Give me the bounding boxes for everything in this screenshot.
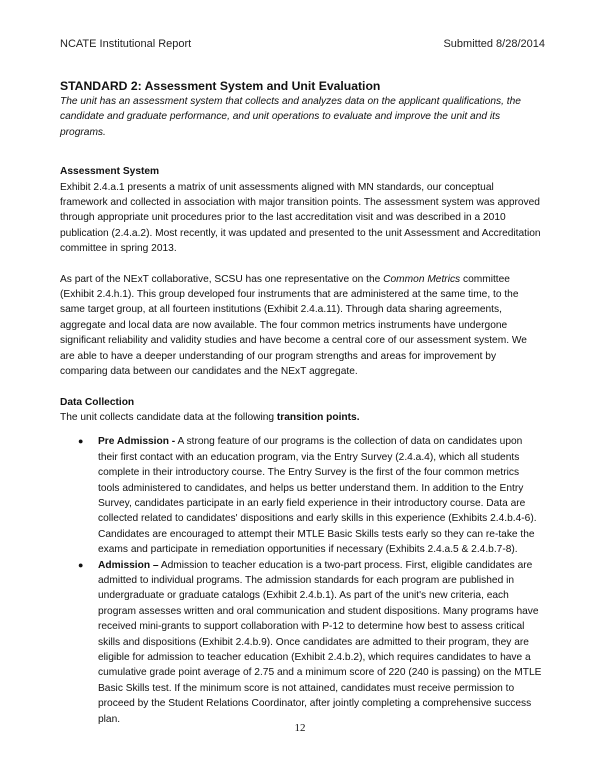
assessment-system-paragraph-1: Exhibit 2.4.a.1 presents a matrix of unit assessments aligned with MN standards, our conceptual framework and collected in association with major transition points. The assessment system was approved through appropriate unit procedures prior to the last accreditation visit and was described in a 2010 publication (2.4.a.2). Most recently, it was updated and presented to the unit Assessment and Accreditation committee in spring 2013. [60,181,541,255]
list-item [78,434,542,557]
common-metrics-term: Common Metrics [383,273,461,285]
running-header-title: NCATE Institutional Report [60,38,192,50]
intro-text: The unit collects candidate data at the following [60,411,277,423]
transition-points-term: transition points. [276,411,360,423]
assessment-system-paragraph-2 [60,272,542,380]
para2-rest-text: committee (Exhibit 2.4.h.1). This group developed four instruments that are administered at the same time, to the same target group, at all fourteen institutions (Exhibit 2.4.a.11). Through data sharing agreements, aggregate and local data are now available. The four common metrics instruments have undergone significant reliability and validity studies and have become a central core of our assessment system. We are able to have a deeper understanding of our program strengths and areas for improvement by comparing data between our candidates and the NExT aggregate. [60,273,527,378]
list-item [78,558,542,727]
item-text: A strong feature of our programs is the collection of data on candidates upon their first contact with an education program, via the Entry Survey (2.4.a.4), which all students complete in their introductory course. The Entry Survey is the first of the four common metrics tools administered to candidates, and helps us better understand them. In addition to the Entry Survey, candidates participate in an early field experience in their introductory course. Data are collected related to candidates' dispositions and early skills in this experience (Exhibits 2.4.b.4-6). Candidates are encouraged to attempt their MTLE Basic Skills tests early so they can re-take the exams and participate in remediation opportunities if necessary (Exhibits 2.4.a.5 & 2.4.b.7-8). [98,436,537,556]
item-label: Pre Admission - [98,436,176,448]
running-header-date: Submitted 8/28/2014 [443,38,545,50]
assessment-system-heading: Assessment System [60,166,160,178]
standard-description: The unit has an assessment system that collects and analyzes data on the applicant qualifications, the candidate and graduate performance, and unit operations to evaluate and improve the unit and its programs. [60,96,521,138]
standard-title: STANDARD 2: Assessment System and Unit Evaluation [60,79,381,93]
item-text: Admission to teacher education is a two-part process. First, eligible candidates are admitted to individual programs. The admission standards for each program are published in undergraduate or graduate catalogs (Exhibit 2.4.b.1). As part of the unit's new criteria, each program assesses written and oral communication and student dispositions. Many programs have received mini-grants to support collaboration with P-12 to determine how best to assess critical skills and dispositions (Exhibit 2.4.b.9). Once candidates are admitted to their program, they are eligible for admission to teacher education (Exhibit 2.4.b.2), which requires candidates to have a cumulative grade point average of 2.75 and a minimum score of 220 (240 is passing) on the MTLE Basic Skills test. If the minimum score is not attained, candidates must receive permission to proceed by the Student Relations Coordinator, after jointly completing a comprehensive success plan. [98,559,542,725]
data-collection-intro [60,410,542,425]
para2-lead-text: As part of the NExT collaborative, SCSU has one representative on the [60,273,384,285]
data-collection-heading: Data Collection [60,396,135,408]
page-body [60,78,542,727]
bullet-icon: ● [78,559,84,570]
transition-points-list [60,434,542,727]
item-label: Admission – [98,559,159,571]
bullet-icon: ● [78,436,84,447]
page-number: 12 [294,722,306,734]
